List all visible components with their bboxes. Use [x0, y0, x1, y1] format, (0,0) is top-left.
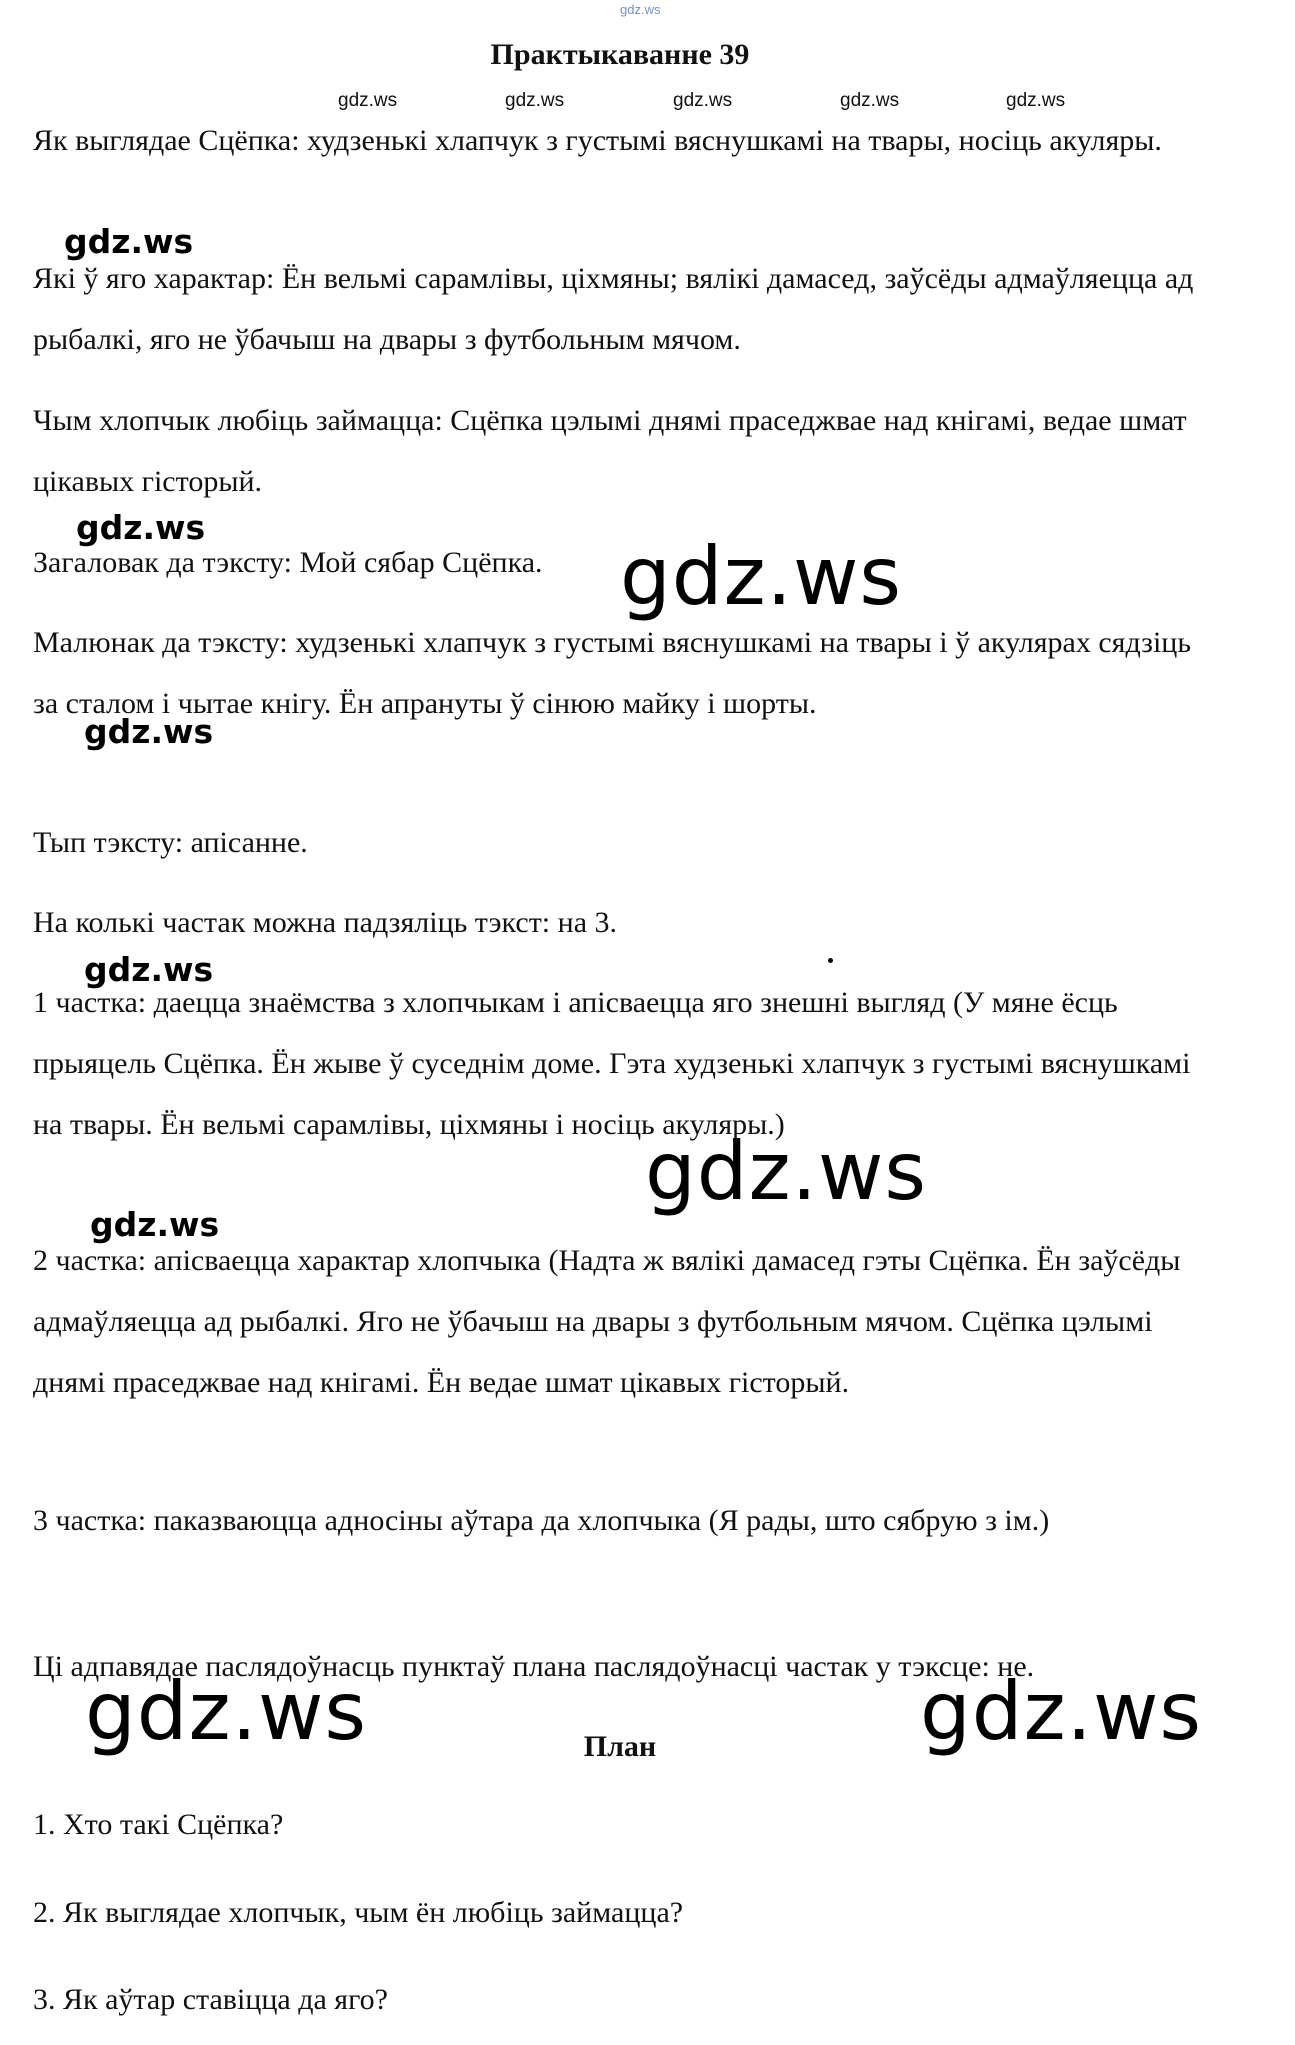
- plan-item-2: 2. Як выглядае хлопчык, чым ён любіць займацца?: [33, 1896, 684, 1929]
- watermark-medium-4: gdz.ws: [84, 950, 214, 989]
- watermark-row-1: gdz.ws: [338, 90, 398, 111]
- watermark-row-3: gdz.ws: [673, 90, 733, 111]
- paragraph-part-3: 3 частка: паказваюцца адносіны аўтара да хлопчыка (Я рады, што сябрую з ім.): [33, 1504, 1050, 1537]
- watermark-top: gdz.ws: [620, 2, 661, 17]
- watermark-medium-3: gdz.ws: [84, 712, 214, 751]
- paragraph-heading: Загаловак да тэксту: Мой сябар Сцёпка.: [33, 546, 543, 579]
- watermark-medium-5: gdz.ws: [90, 1205, 220, 1244]
- plan-item-1: 1. Хто такі Сцёпка?: [33, 1808, 284, 1841]
- watermark-row-2: gdz.ws: [505, 90, 565, 111]
- paragraph-appearance: Як выглядае Сцёпка: худзенькі хлапчук з густымі вяснушкамі на твары, носіць акуляры.: [33, 124, 1162, 157]
- paragraph-hobby: Чым хлопчык любіць займацца: Сцёпка цэлымі днямі праседжвае над кнігамі, ведае шмат цікавых гісторый.: [33, 404, 1187, 498]
- paragraph-part-1: 1 частка: даецца знаёмства з хлопчыкам і апісваецца яго знешні выгляд (У мяне ёсць прыяцель Сцёпка. Ён жыве ў суседнім доме. Гэта худзенькі хлапчук з густымі вяснушкамі на твары. Ён вельмі сарамлівы, ціхмяны і носіць акуляры.): [33, 986, 1191, 1141]
- watermark-large-3: gdz.ws: [85, 1665, 368, 1758]
- paragraph-plan-order: Ці адпавядае паслядоўнасць пунктаў плана паслядоўнасці частак у тэксце: не.: [33, 1650, 1035, 1683]
- watermark-medium-2: gdz.ws: [76, 508, 206, 547]
- watermark-large-1: gdz.ws: [620, 530, 903, 623]
- plan-item-3: 3. Як аўтар ставіцца да яго?: [33, 1983, 388, 2016]
- paragraph-parts-count: На колькі частак можна падзяліць тэкст: на 3.: [33, 906, 618, 939]
- paragraph-text-type: Тып тэксту: апісанне.: [33, 826, 308, 859]
- paragraph-part-2: 2 частка: апісваецца характар хлопчыка (Надта ж вялікі дамасед гэты Сцёпка. Ён заўсёды адмаўляецца ад рыбалкі. Яго не ўбачыш на двары з футбольным мячом. Сцёпка цэлымі днямі праседжвае над кнігамі. Ён ведае шмат цікавых гісторый.: [33, 1244, 1181, 1399]
- stray-dot: [828, 958, 833, 963]
- watermark-large-2: gdz.ws: [645, 1125, 928, 1218]
- watermark-large-4: gdz.ws: [920, 1665, 1203, 1758]
- watermark-medium-1: gdz.ws: [64, 222, 194, 261]
- paragraph-character: Які ў яго характар: Ён вельмі сарамлівы, ціхмяны; вялікі дамасед, заўсёды адмаўляецца ад рыбалкі, яго не ўбачыш на двары з футбольным мячом.: [33, 262, 1194, 356]
- paragraph-illustration: Малюнак да тэксту: худзенькі хлапчук з густымі вяснушкамі на твары і ў акулярах сядзіць за сталом і чытае кнігу. Ён апрануты ў сінюю майку і шорты.: [33, 626, 1192, 720]
- page-title: Практыкаванне 39: [490, 38, 750, 71]
- watermark-row-4: gdz.ws: [840, 90, 900, 111]
- plan-heading: План: [583, 1730, 657, 1763]
- watermark-row-5: gdz.ws: [1006, 90, 1066, 111]
